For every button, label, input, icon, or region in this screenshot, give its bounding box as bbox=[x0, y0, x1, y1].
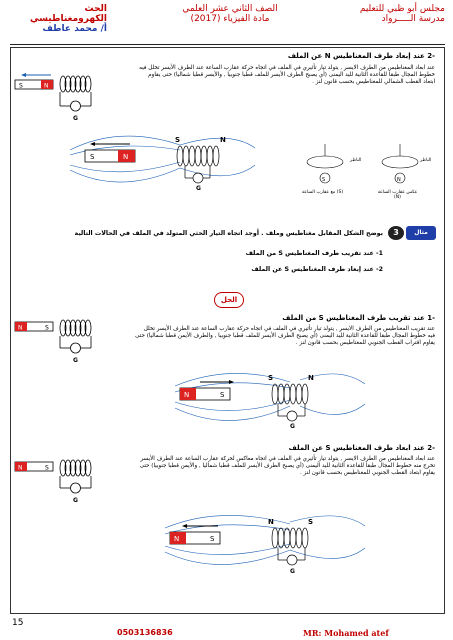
teacher-name: أ/ محمد عاطف bbox=[42, 24, 107, 34]
svg-text:G: G bbox=[73, 357, 78, 364]
example-item1: 1- عند تقريب طرف المغناطيس S من الملف bbox=[245, 250, 383, 257]
svg-text:S: S bbox=[308, 518, 314, 526]
example-badge: مثال bbox=[406, 226, 436, 240]
topic-title: الحث الكهرومغناطيسي bbox=[30, 4, 107, 24]
header-topic bbox=[12, 4, 107, 34]
compass1-label: مع عقارب الساعة (S) bbox=[301, 190, 344, 195]
svg-text:G: G bbox=[73, 115, 78, 122]
subject-name: مادة الفيزياء (2017) bbox=[190, 14, 270, 24]
footer-teacher: MR: Mohamed atef bbox=[303, 628, 389, 638]
compass-counterclockwise bbox=[375, 142, 435, 192]
solution1-heading: -1 عند تقريب طرف المغناطيس S من الملف bbox=[282, 314, 435, 322]
example-item2: 2- عند إبعاد طرف المغناطيس S عن الملف bbox=[251, 266, 383, 273]
council-name: مجلس أبو ظبي للتعليم bbox=[359, 4, 445, 14]
example-number: 3 bbox=[388, 226, 404, 240]
section2-text: عند ابعاد المغناطيس من الطرف الايسر , يتولد تيار تأثيري في الملف في اتجاه حركة عقارب الساعة عند الطرف الأيسر تخلل فيه خطوط المجال طبقا للقاعدة الثانية لليد اليمنى (أي يصبح الطرف الأيسر للملف قطبا جنوبيا , والأيسر قطبا شماليا) حتى يقاوم ابتعاد القطب الشمالي للمغناطيس بحسب قانون لنز . bbox=[139, 65, 435, 85]
diagram-field-lines-1 bbox=[60, 130, 260, 190]
svg-text:S: S bbox=[175, 136, 181, 144]
viewer-label-2: الناظر bbox=[420, 158, 432, 163]
svg-text:N: N bbox=[268, 518, 274, 526]
compass2-label: عكس عقارب الساعة (N) bbox=[377, 190, 418, 200]
diagram-field-lines-2 bbox=[170, 368, 370, 428]
header-council bbox=[335, 4, 445, 24]
section2-heading: -2 عند إبعاد طرف المغناطيس N عن الملف bbox=[287, 52, 435, 60]
footer-phone: 0503136836 bbox=[117, 628, 173, 637]
svg-text:S: S bbox=[220, 391, 225, 399]
header-divider bbox=[10, 44, 445, 45]
diagram-field-lines-3 bbox=[160, 510, 370, 575]
diagram-magnet-coil-1 bbox=[15, 72, 115, 122]
school-name: مدرسة الـــــرواد bbox=[381, 14, 445, 24]
svg-text:N: N bbox=[174, 535, 180, 543]
svg-text:G: G bbox=[290, 568, 295, 575]
svg-text:N: N bbox=[18, 464, 23, 472]
svg-text:S: S bbox=[45, 464, 49, 472]
compass-clockwise bbox=[300, 142, 360, 192]
svg-text:S: S bbox=[19, 82, 23, 90]
solution2-heading: -2 عند ابعاد طرف المغناطيس S عن الملف bbox=[288, 444, 435, 452]
svg-text:G: G bbox=[73, 497, 78, 504]
viewer-label-1: الناظر bbox=[350, 158, 362, 163]
svg-text:N: N bbox=[44, 82, 49, 90]
diagram-magnet-coil-2 bbox=[15, 318, 115, 368]
svg-text:N: N bbox=[220, 136, 226, 144]
svg-text:S: S bbox=[322, 177, 326, 183]
solution-label: الحل bbox=[214, 292, 244, 308]
svg-text:N: N bbox=[397, 177, 401, 183]
svg-text:S: S bbox=[210, 535, 215, 543]
class-name: الصف الثاني عشر العلمي bbox=[182, 4, 278, 14]
svg-text:S: S bbox=[268, 374, 274, 382]
solution2-text: عند ابعاد المغناطيس من الطرف الايسر , يتولد تيار تأثيري في الملف في اتجاه معاكس لحركة عقارب الساعة عند الطرف الأيسر تخرج منه خطوط المجال طبقا للقاعدة الثانية لليد اليمنى (أي يصبح الطرف الأيسر للملف قطبا شماليا , والأيمن قطبا جنوبيا) حتى يقاوم ابتعاد القطب الجنوبي للمغناطيس بحسب قانون لنز . bbox=[139, 456, 435, 476]
svg-text:S: S bbox=[45, 324, 49, 332]
svg-text:N: N bbox=[184, 391, 190, 399]
svg-text:G: G bbox=[196, 185, 201, 192]
header-class bbox=[170, 4, 290, 24]
svg-text:N: N bbox=[308, 374, 314, 382]
example-question: بوضح الشكل المقابل مغناطيس وملف . أوجد اتجاه التيار الحثي المتولد في الملف في الحالات التالية bbox=[74, 230, 383, 237]
svg-text:N: N bbox=[123, 153, 129, 161]
svg-text:G: G bbox=[290, 423, 295, 430]
solution1-text: عند تقريب المغناطيس من الطرف الايسر , يتولد تيار تأثيري في الملف في اتجاه حركة عقارب الساعة عند الطرف الأيسر تخلل فيه خطوط المجال طبقا للقاعدة الثانية لليد اليمنى (أي يصبح الطرف الأيسر للملف قطبا جنوبيا , والطرف الأيمن قطبا شماليا) حتى يقاوم اقتراب القطب الجنوبي للمغناطيس بحسب قانون لنز . bbox=[135, 326, 435, 346]
page-number: 15 bbox=[12, 618, 24, 628]
svg-text:N: N bbox=[18, 324, 23, 332]
svg-text:S: S bbox=[90, 153, 95, 161]
diagram-magnet-coil-3 bbox=[15, 458, 115, 508]
